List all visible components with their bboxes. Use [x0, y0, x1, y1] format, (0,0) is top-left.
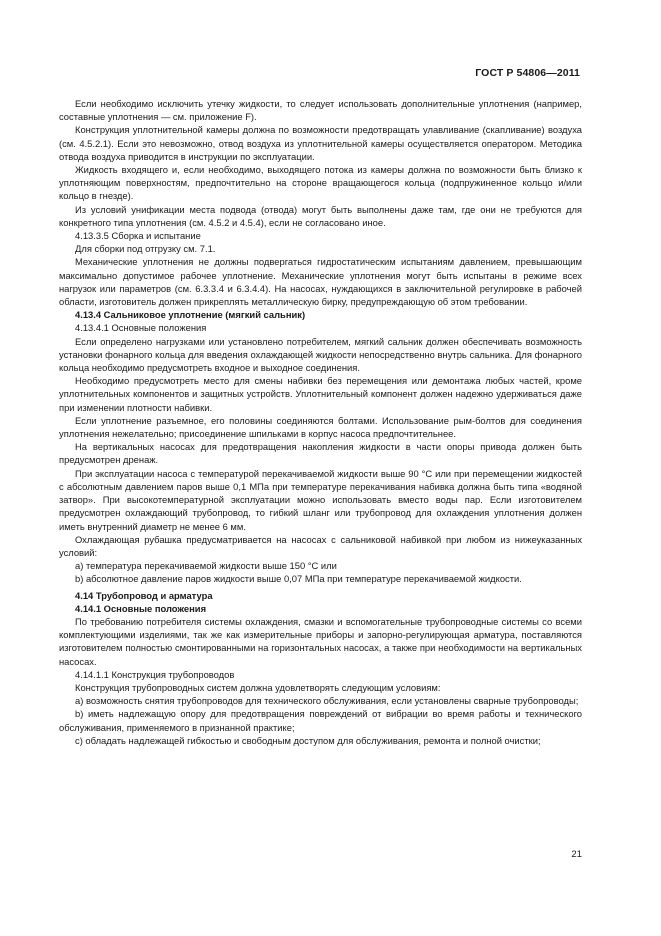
subsection-heading: 4.14.1.1 Конструкция трубопроводов [75, 668, 235, 680]
paragraph: Если определено нагрузками или установлено потребителем, мягкий сальник должен обеспечивать возможность установки фонарного кольца для введения охлаждающей жидкости непосредственно внутрь сальника. Для фонарного кольца необходимо предусмотреть входное и выходное соединения. [59, 335, 582, 374]
paragraph: Конструкция трубопроводных систем должна удовлетворять следующим условиям: [75, 681, 441, 693]
section-heading: 4.13.4 Сальниковое уплотнение (мягкий сальник) [75, 309, 306, 321]
page-number: 21 [571, 849, 582, 860]
paragraph: На вертикальных насосах для предотвращения накопления жидкости в части опоры привода должен быть предусмотрен дренаж. [59, 441, 582, 466]
paragraph: По требованию потребителя системы охлаждения, смазки и вспомогательные трубопроводные системы со всеми комплектующими изделиями, так же как измерительные приборы и запорно-регулирующая арматура, поставляются изготовителем полностью смонтированными на горизонтальных насосах, а также при необходимости на вертикальных насосах. [59, 615, 582, 667]
list-item: b) абсолютное давление паров жидкости выше 0,07 МПа при температуре перекачиваемой жидкости. [75, 573, 522, 585]
list-item: a) возможность снятия трубопроводов для технического обслуживания, если установлены сварные трубопроводы; [75, 695, 579, 707]
paragraph: Необходимо предусмотреть место для смены набивки без перемещения или демонтажа любых частей, кроме уплотнительных компонентов и защитных устройств. Уплотнительный компонент должен надежно удерживаться даже при изменении плотности набивки. [59, 375, 582, 413]
paragraph: Конструкция уплотнительной камеры должна по возможности предотвращать улавливание (скапливание) воздуха (см. 4.5.2.1). Если это невозможно, отвод воздуха из уплотнительной камеры осуществляется оператором. Методика отвода воздуха приводится в инструкции по эксплуатации. [59, 124, 582, 162]
paragraph: Если необходимо исключить утечку жидкости, то следует использовать дополнительные уплотнения (например, составные уплотнения — см. приложение F). [59, 98, 582, 123]
section-heading: 4.14.1 Основные положения [75, 602, 207, 614]
section-heading: 4.14 Трубопровод и арматура [75, 589, 213, 601]
list-item: c) обладать надлежащей гибкостью и свободным доступом для обслуживания, ремонта и полной очистки; [75, 734, 541, 746]
paragraph: Охлаждающая рубашка предусматривается на насосах с сальниковой набивкой при любом из нижеуказанных условий: [59, 533, 582, 558]
paragraph: Если уплотнение разъемное, его половины соединяются болтами. Использование рым-болтов для соединения уплотнения нежелательно; присоединение шпильками в корпус насоса предпочтительнее. [59, 414, 582, 440]
list-item: b) иметь надлежащую опору для предотвращения повреждений от вибрации во время работы и технического обслуживания, применяемого в признанной практике; [59, 708, 582, 733]
paragraph: Для сборки под отгрузку см. 7.1. [75, 243, 216, 255]
body-text [59, 97, 582, 747]
standard-header: ГОСТ Р 54806—2011 [475, 67, 580, 79]
paragraph: Из условий унификации места подвода (отвода) могут быть выполнены даже там, где они не требуются для конкретного типа уплотнения (см. 4.5.2 и 4.5.4), если не согласовано иное. [59, 203, 582, 228]
subsection-heading: 4.13.3.5 Сборка и испытание [75, 230, 201, 242]
list-item: a) температура перекачиваемой жидкости выше 150 °С или [75, 560, 337, 572]
paragraph: Жидкость входящего и, если необходимо, выходящего потока из камеры должна по возможности быть близко к уплотняющим поверхностям, предпочтительно на стороне вращающегося кольца (подпружиненное кольцо и/или кольцо в гнезде). [59, 164, 582, 202]
paragraph: При эксплуатации насоса с температурой перекачиваемой жидкости выше 90 °С или при перемещении жидкостей с абсолютным давлением паров выше 0,1 МПа при температуре перекачивания набивка должна быть типа «водяной затвор». При высокотемпературной эксплуатации можно использовать вместо воды пар. Если изготовителем предусмотрен охлаждающий трубопровод, то гибкий шланг или трубопровод для охлаждения уплотнения должен иметь внутренний диаметр не менее 6 мм. [59, 467, 582, 532]
subsection-heading: 4.13.4.1 Основные положения [75, 322, 207, 334]
paragraph: Механические уплотнения не должны подвергаться гидростатическим испытаниям давлением, превышающим максимально допустимое рабочее уплотнение. Механические уплотнения могут быть испытаны в режиме всех нагрузок или параметров (см. 6.3.3.4 и 6.3.4.4). На насосах, нуждающихся в заключительной регулировке в рабочей области, изготовитель должен прикреплять металлическую бирку, предупреждающую об этом требовании. [59, 256, 582, 308]
